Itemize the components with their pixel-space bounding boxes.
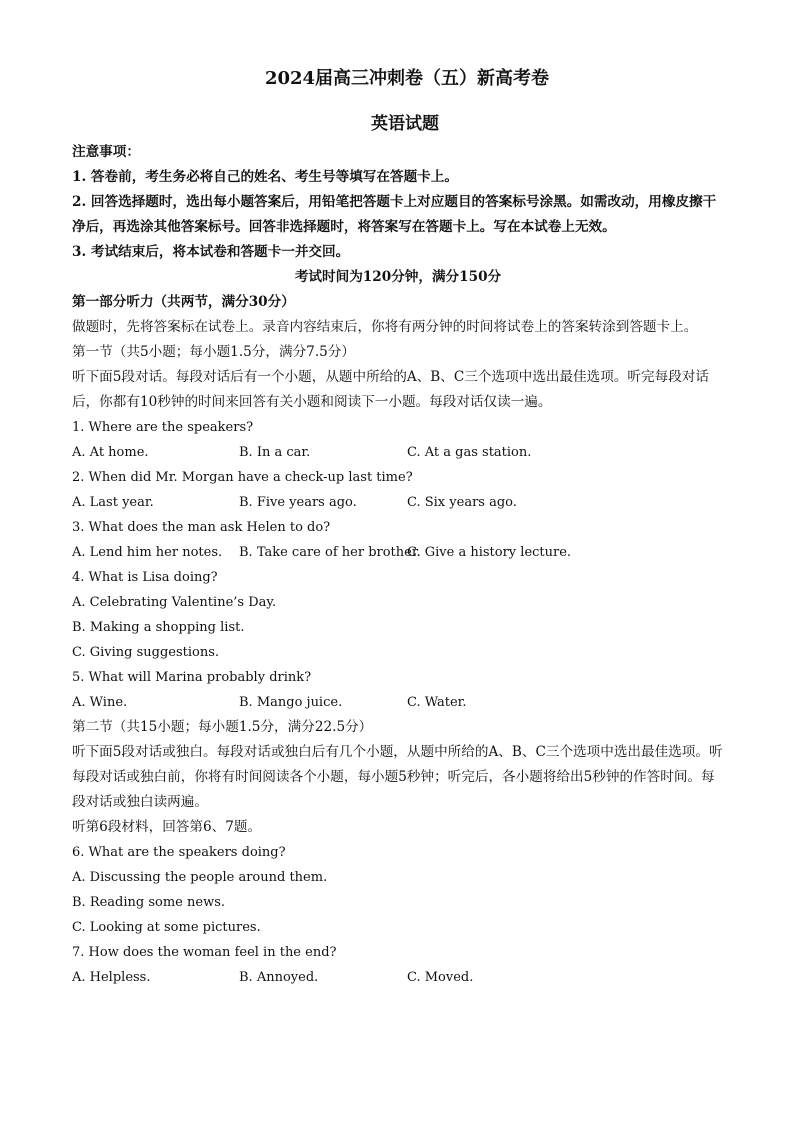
question-5-options <box>72 690 724 715</box>
option-b: B. Mango juice. <box>239 695 343 710</box>
option-b: B. In a car. <box>239 445 311 460</box>
option-c: C. At a gas station. <box>407 445 532 460</box>
question-3-options <box>72 540 724 565</box>
option-c: C. Giving suggestions. <box>72 645 220 660</box>
option-b: B. Annoyed. <box>239 970 319 985</box>
question-7-options <box>72 965 724 990</box>
section2-instructions: 听下面5段对话或独白。每段对话或独白后有几个小题，从题中所给的A、B、C三个选项中选出最佳选项。听每段对话或独白前，你将有时间阅读各个小题，每小题5秒钟；听完后，各小题将给出5秒钟的作答时间。每段对话或独白读两遍。 <box>72 744 723 810</box>
option-a: A. Celebrating Valentine’s Day. <box>72 595 277 610</box>
question-4: 4. What is Lisa doing? <box>72 570 218 585</box>
material-6-note: 听第6段材料，回答第6、7题。 <box>72 819 262 835</box>
question-7: 7. How does the woman feel in the end? <box>72 945 337 960</box>
notice-item-1: 1. 答卷前，考生务必将自己的姓名、考生号等填写在答题卡上。 <box>72 169 458 185</box>
notice-item-2: 2. 回答选择题时，选出每小题答案后，用铅笔把答题卡上对应题目的答案标号涂黑。如需改动，用橡皮擦干净后，再选涂其他答案标号。回答非选择题时，将答案写在答题卡上。写在本试卷上无效。 <box>72 194 717 235</box>
option-b: B. Take care of her brother. <box>239 545 421 560</box>
option-a: A. Discussing the people around them. <box>72 870 328 885</box>
option-a: A. Last year. <box>72 495 154 510</box>
exam-time-info: 考试时间为120分钟，满分150分 <box>294 269 502 285</box>
option-c: C. Water. <box>407 695 467 710</box>
option-b: B. Making a shopping list. <box>72 620 245 635</box>
section1-instructions: 听下面5段对话。每段对话后有一个小题，从题中所给的A、B、C三个选项中选出最佳选项。听完每段对话后，你都有10秒钟的时间来回答有关小题和阅读下一小题。每段对话仅读一遍。 <box>72 369 709 410</box>
option-a: A. Helpless. <box>72 970 151 985</box>
section2-heading: 第二节（共15小题；每小题1.5分，满分22.5分） <box>72 719 373 735</box>
exam-title: 2024届高三冲刺卷（五）新高考卷 <box>264 68 550 89</box>
option-a: A. Lend him her notes. <box>72 545 223 560</box>
question-6: 6. What are the speakers doing? <box>72 845 286 860</box>
option-b: B. Reading some news. <box>72 895 226 910</box>
option-b: B. Five years ago. <box>239 495 357 510</box>
question-1: 1. Where are the speakers? <box>72 420 254 435</box>
option-c: C. Moved. <box>407 970 474 985</box>
option-c: C. Looking at some pictures. <box>72 920 261 935</box>
exam-page <box>72 64 724 990</box>
part1-heading: 第一部分听力（共两节，满分30分） <box>72 294 295 310</box>
question-3: 3. What does the man ask Helen to do? <box>72 520 331 535</box>
section1-heading: 第一节（共5小题；每小题1.5分，满分7.5分） <box>72 344 355 360</box>
option-a: A. Wine. <box>72 695 128 710</box>
notice-heading: 注意事项： <box>72 144 140 160</box>
option-c: C. Six years ago. <box>407 495 517 510</box>
option-c: C. Give a history lecture. <box>407 545 572 560</box>
exam-subtitle: 英语试题 <box>371 114 439 134</box>
question-1-options <box>72 440 724 465</box>
part1-intro: 做题时，先将答案标在试卷上。录音内容结束后，你将有两分钟的时间将试卷上的答案转涂到答题卡上。 <box>72 319 698 335</box>
notice-item-3: 3. 考试结束后，将本试卷和答题卡一并交回。 <box>72 244 350 260</box>
question-5: 5. What will Marina probably drink? <box>72 670 312 685</box>
option-a: A. At home. <box>72 445 149 460</box>
question-2-options <box>72 490 724 515</box>
question-2: 2. When did Mr. Morgan have a check-up last time? <box>72 470 413 485</box>
